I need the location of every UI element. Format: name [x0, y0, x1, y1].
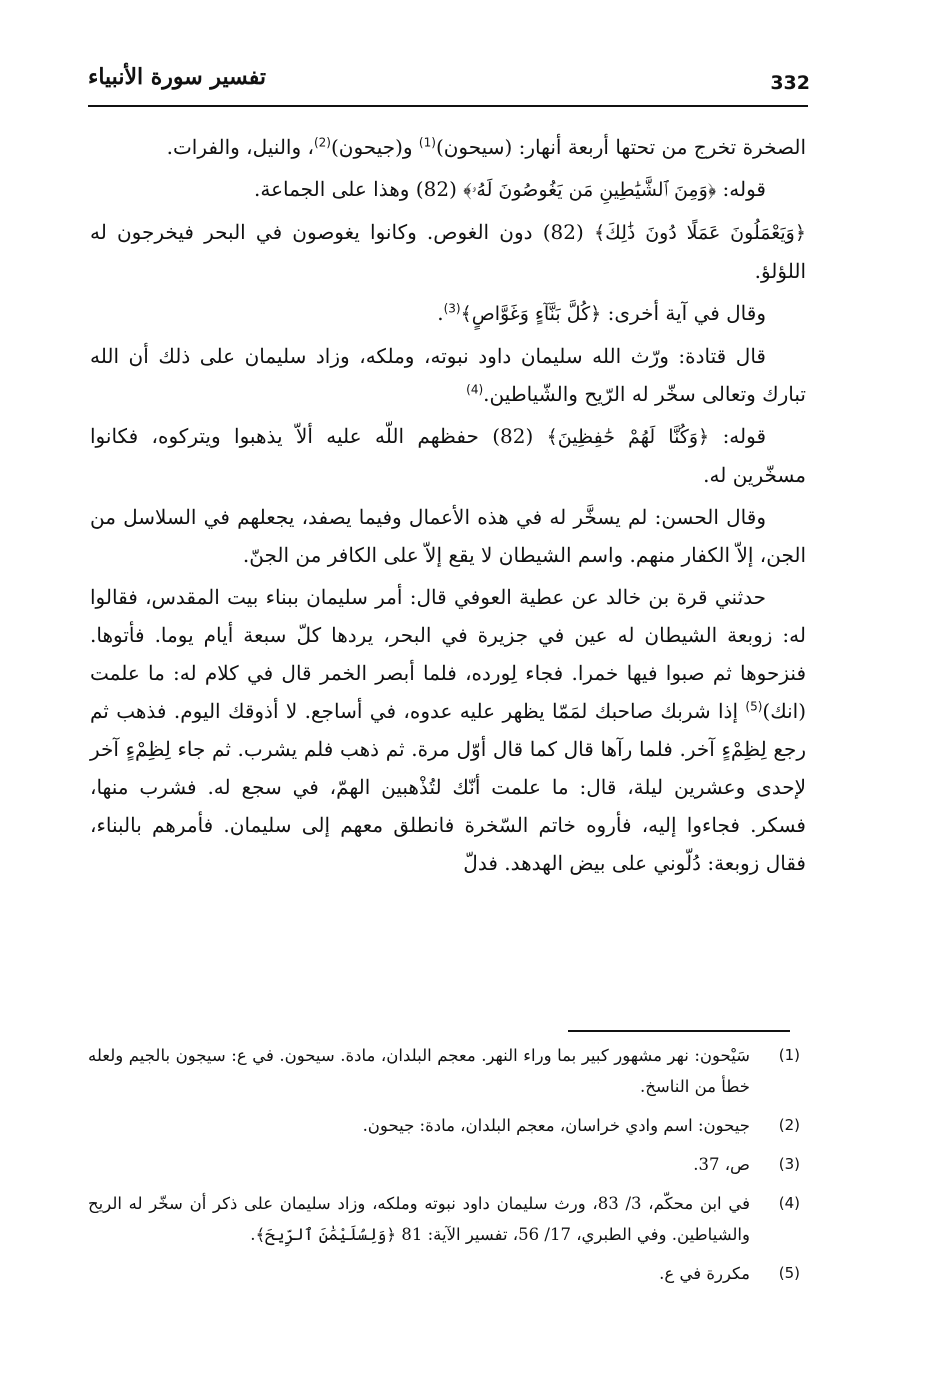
text-run: وقال في آية أخرى: [601, 301, 766, 325]
paragraph-4 [90, 294, 806, 333]
footnote-item [88, 1110, 800, 1141]
header-rule [88, 105, 808, 107]
footnote-ref: (5) [745, 699, 763, 714]
footnote-ref: (4) [466, 382, 484, 397]
page-header [88, 58, 810, 98]
paragraph-8 [90, 578, 806, 882]
quran-verse: ﴿وَمِنَ ٱلشَّيَٰطِينِ مَن يَغُوصُونَ لَهُۥ﴾ [463, 179, 717, 201]
footnote-number: (5) [778, 1264, 800, 1282]
quran-verse: ﴿وَيَعْمَلُونَ عَمَلًا دُونَ ذَٰلِكَ﴾ [593, 222, 806, 244]
text-run: (82) حفظهم اللّه عليه ألاّ يذهبوا ويتركوه، فكانوا مسخّرين له. [90, 424, 806, 487]
footnote-text: سَيْحون: نهر مشهور كبير بما وراء النهر. معجم البلدان، مادة. سيحون. في ع: سيجون بالجيم ولعله خطأ من الناسخ. [88, 1046, 750, 1096]
footnote-item [88, 1040, 800, 1102]
page-number: 332 [770, 72, 810, 94]
footnote-number: (2) [778, 1116, 800, 1134]
text-run: (82) دون الغوص. وكانوا يغوصون في البحر فيخرجون له اللؤلؤ. [90, 220, 806, 283]
footnote-text: جيحون: اسم وادي خراسان، معجم البلدان، مادة: جيحون. [362, 1116, 750, 1135]
paragraph-5 [90, 337, 806, 413]
footnote-rule [568, 1030, 790, 1032]
footnote-ref: (1) [418, 135, 436, 150]
footnote-text: مكررة في ع. [659, 1264, 750, 1283]
paragraph-2 [90, 170, 806, 209]
footnotes [88, 1040, 800, 1297]
footnote-item [88, 1188, 800, 1250]
running-title: تفسير سورة الأنبياء [88, 64, 267, 90]
text-run: . [437, 301, 444, 325]
text-run: و(جيحون) [330, 135, 419, 159]
text-run: قال قتادة: ورّث الله سليمان داود نبوته، وملكه، وزاد سليمان على ذلك أن الله تبارك وتعالى سخّر له الرّيح والشّياطين. [90, 344, 806, 406]
text-run: قوله: [716, 177, 766, 201]
quran-verse: ﴿وَكُنَّا لَهُمْ حَٰفِظِينَ﴾ [546, 426, 710, 448]
paragraph-1 [90, 128, 806, 166]
paragraph-3 [90, 213, 806, 290]
footnote-number: (1) [778, 1046, 800, 1064]
quran-verse: ﴿كُلَّ بَنَّآءٍ وَغَوَّاصٍ﴾ [460, 303, 602, 325]
footnote-number: (3) [778, 1155, 800, 1173]
text-run: قوله: [709, 424, 767, 448]
footnote-text: في ابن محكّم، 3/ 83، ورث سليمان داود نبوته وملكه، وزاد سليمان على ذكر أن سخّر له الريح والشياطين. وفي الطبري، 17/ 56، تفسير الآية: 81 ﴿وَلِسُلَيْمَٰنَ ٱلرِّيحَ﴾. [88, 1194, 750, 1244]
footnote-item [88, 1149, 800, 1180]
footnote-text: ص، 37. [693, 1155, 750, 1174]
text-run: ، والنيل، والفرات. [166, 135, 314, 159]
main-text [90, 128, 806, 886]
text-run: وقال الحسن: لم يسخَّر له في هذه الأعمال وفيما يصفد، يجعلهم في السلاسل من الجن، إلاّ الكفار منهم. واسم الشيطان لا يقع إلاّ على الكافر من الجنّ. [90, 505, 806, 567]
text-run: إذا شربك صاحبك لمَمّا يظهر عليه عدوه، في أساجع. لا أذوقك اليوم. فذهب ثم رجع لِظِمْءٍ آخر. فلما رآها قال كما قال أوّل مرة. ثم ذهب فلم يشرب. ثم جاء لِظِمْءٍ آخر لإحدى وعشرين ليلة، قال: ما علمت أنّك لتُذْهبين الهمّ، في سجع له. فشرب منها، فسكر. فجاءوا إليه، فأروه خاتم السّخرة فانطلق معهم إلى سليمان. فأمرهم بالبناء، فقال زوبعة: دُلّوني على بيض الهدهد. فدلّ [90, 699, 806, 875]
text-run: الصخرة تخرج من تحتها أربعة أنهار: (سيحون) [435, 135, 806, 159]
footnote-ref: (2) [313, 135, 331, 150]
paragraph-7 [90, 498, 806, 574]
text-run: (82) وهذا على الجماعة. [254, 177, 464, 201]
footnote-ref: (3) [443, 301, 461, 316]
text-run: حدثني قرة بن خالد عن عطية العوفي قال: أمر سليمان ببناء بيت المقدس، فقالوا له: زوبعة الشيطان له عين في جزيرة في البحر، يردها كلّ سبعة أيام يوما. فأتوها. فنزحوها ثم صبوا فيها خمرا. فجاء لِورده، فلما أبصر الخمر قال في كلام له: ما علمت (انك) [90, 585, 807, 723]
footnote-item [88, 1258, 800, 1289]
paragraph-6 [90, 417, 806, 494]
footnote-number: (4) [778, 1194, 800, 1212]
